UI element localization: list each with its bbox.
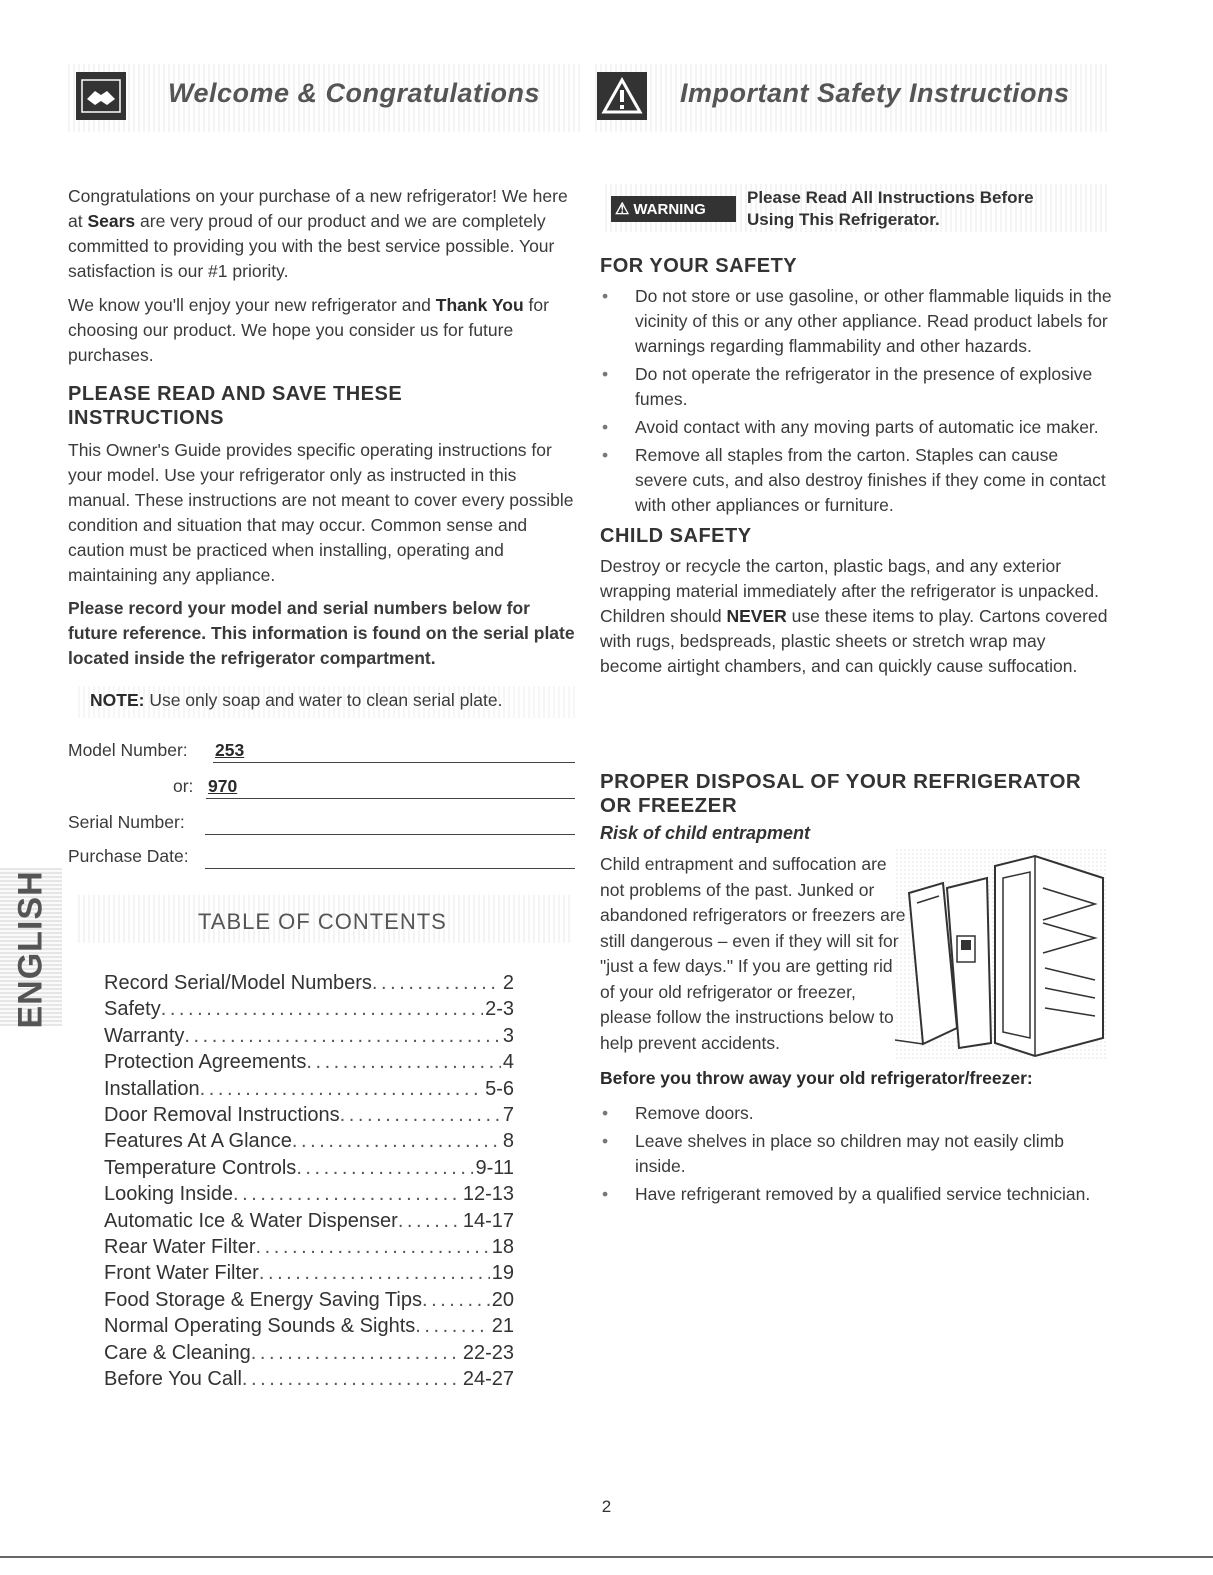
toc-item: [104, 1076, 514, 1102]
toc-item-label: Looking Inside: [104, 1183, 233, 1206]
intro-paragraph: Congratulations on your purchase of a new refrigerator! We here at Sears are very proud of our product and we are completely committed to providing you with the best service possible. Your satisfaction is our #1 priority.: [68, 186, 568, 281]
toc-item-label: Installation: [104, 1077, 200, 1100]
toc-item-label: Food Storage & Energy Saving Tips: [104, 1288, 422, 1311]
language-tab-label: ENGLISH: [11, 870, 50, 1029]
model-number-label: Model Number:: [68, 740, 188, 760]
toc-item-label: Door Removal Instructions: [104, 1104, 340, 1127]
before-throw-heading: Before you throw away your old refrigerator/freezer:: [600, 1068, 1033, 1088]
entrapment-body: Child entrapment and suffocation are not problems of the past. Junked or abandoned refrigerators or freezers are still dangerous – even if they will sit for "just a few days." If you are getting rid of your old refrigerator or freezer, please follow the instructions below to help prevent accidents.: [600, 854, 906, 1053]
welcome-title: Welcome & Congratulations: [168, 78, 541, 108]
list-item: • Remove all staples from the carton. Staples can cause severe cuts, and also destroy finishes if they come in contact with other appliances or furniture.: [600, 443, 1112, 518]
warning-triangle-icon: ⚠: [615, 201, 630, 218]
brand-name: Sears: [87, 211, 136, 231]
warning-badge: ⚠ WARNING: [611, 196, 736, 222]
toc-item-page: 18: [491, 1236, 514, 1259]
toc-item-label: Warranty: [104, 1024, 185, 1047]
toc-item: [104, 1023, 514, 1049]
disposal-heading: PROPER DISPOSAL OF YOUR REFRIGERATOR OR FREEZER: [600, 770, 1082, 817]
toc-leader-dots: [251, 1340, 461, 1366]
your-safety-heading: FOR YOUR SAFETY: [600, 255, 798, 277]
list-item: • Do not store or use gasoline, or other flammable liquids in the vicinity of this or any other appliance. Read product labels for warnings regarding flammability and other hazards.: [600, 284, 1112, 359]
toc-leader-dots: [372, 970, 501, 996]
toc-leader-dots: [256, 1234, 490, 1260]
toc-leader-dots: [259, 1260, 490, 1286]
toc-item-page: 7: [502, 1104, 514, 1127]
child-safety-heading: CHILD SAFETY: [600, 525, 752, 547]
toc-item: [104, 1340, 514, 1366]
toc-item-page: 2: [502, 972, 514, 994]
welcome-banner: [68, 64, 583, 132]
save-instructions-body: This Owner's Guide provides specific operating instructions for your model. Use your refrigerator only as instructed in this manual. These instructions are not meant to cover every possible condition and situation that may occur. Common sense and caution must be practiced when installing, operating and maintaining any appliance.: [68, 440, 574, 585]
toc-item-label: Protection Agreements: [104, 1051, 307, 1074]
toc-item-page: 22-23: [462, 1341, 514, 1364]
or-row: [173, 776, 193, 802]
toc-item-page: 3: [502, 1024, 514, 1047]
toc-item-page: 4: [502, 1051, 514, 1074]
toc-item: [104, 996, 514, 1022]
toc-item-page: 24-27: [462, 1368, 514, 1391]
serial-number-row: [68, 812, 185, 838]
toc-title: TABLE OF CONTENTS: [198, 909, 447, 934]
toc-item-label: Temperature Controls: [104, 1156, 297, 1179]
toc-leader-dots: [296, 1155, 473, 1181]
toc-leader-dots: [200, 1076, 483, 1102]
alt-model-number-field[interactable]: 970: [206, 776, 575, 799]
purchase-date-label: Purchase Date:: [68, 846, 189, 866]
toc-leader-dots: [306, 1049, 501, 1075]
purchase-date-row: [68, 846, 189, 872]
toc-item-page: 21: [491, 1315, 514, 1338]
note-label: NOTE:: [90, 690, 145, 710]
toc-leader-dots: [242, 1366, 461, 1392]
toc-leader-dots: [398, 1208, 461, 1234]
serial-number-label: Serial Number:: [68, 812, 185, 832]
entrapment-subheading: Risk of child entrapment: [600, 823, 811, 843]
toc-item: [104, 1313, 514, 1339]
purchase-date-field[interactable]: [205, 846, 575, 869]
handshake-icon: [76, 72, 126, 120]
toc-item-page: 8: [502, 1130, 514, 1153]
toc-item: [104, 1260, 514, 1286]
list-item: • Do not operate the refrigerator in the presence of explosive fumes.: [600, 362, 1112, 412]
toc-item-label: Normal Operating Sounds & Sights: [104, 1315, 416, 1338]
model-number-row: [68, 740, 188, 766]
list-item: • Have refrigerant removed by a qualified service technician.: [600, 1182, 1112, 1207]
toc-item-label: Features At A Glance: [104, 1130, 292, 1153]
safety-banner: [595, 64, 1110, 132]
toc-item-label: Front Water Filter: [104, 1262, 259, 1285]
save-instructions-heading: PLEASE READ AND SAVE THESE INSTRUCTIONS: [68, 383, 403, 429]
toc-item-label: Rear Water Filter: [104, 1236, 256, 1259]
toc-leader-dots: [161, 996, 483, 1022]
model-number-field[interactable]: 253: [213, 740, 575, 763]
warning-line-2: Using This Refrigerator.: [747, 210, 940, 229]
toc-item-label: Record Serial/Model Numbers: [104, 972, 372, 994]
toc-item: [104, 1366, 514, 1392]
list-item: • Remove doors.: [600, 1101, 1112, 1126]
safety-section: [600, 254, 1112, 679]
toc-item-page: 14-17: [462, 1209, 514, 1232]
toc-item: [104, 1287, 514, 1313]
open-refrigerator-illustration: [895, 848, 1107, 1060]
toc-leader-dots: [184, 1023, 500, 1049]
safety-title: Important Safety Instructions: [680, 78, 1070, 108]
toc-leader-dots: [415, 1313, 489, 1339]
toc-item-page: 12-13: [462, 1183, 514, 1206]
bottom-rule: [0, 1556, 1213, 1558]
toc-item: [104, 1102, 514, 1128]
toc-item-page: 2-3: [485, 998, 514, 1021]
serial-number-field[interactable]: [205, 812, 575, 835]
toc-banner: [78, 895, 573, 943]
toc-list: [104, 970, 514, 1393]
list-item: • Avoid contact with any moving parts of automatic ice maker.: [600, 415, 1112, 440]
thanks-paragraph: We know you'll enjoy your new refrigerator and Thank You for choosing our product. We hope you consider us for future purchases.: [68, 295, 549, 365]
toc-item: [104, 970, 514, 996]
toc-item: [104, 1208, 514, 1234]
language-side-tab: [0, 868, 62, 1029]
toc-item-page: 5-6: [485, 1077, 514, 1100]
toc-leader-dots: [292, 1128, 501, 1154]
your-safety-list: [600, 284, 1112, 518]
toc-leader-dots: [422, 1287, 490, 1313]
warning-triangle-icon: [597, 72, 647, 120]
toc-item-page: 20: [491, 1288, 514, 1311]
welcome-section: [68, 184, 580, 671]
toc-item-label: Before You Call: [104, 1368, 242, 1391]
warning-line-1: Please Read All Instructions Before: [747, 188, 1034, 207]
record-numbers-note: Please record your model and serial numbers below for future reference. This information is found on the serial plate located inside the refrigerator compartment.: [68, 598, 575, 668]
toc-item-page: 9-11: [475, 1156, 514, 1179]
toc-item: [104, 1181, 514, 1207]
page-number: 2: [601, 1497, 612, 1516]
toc-leader-dots: [233, 1181, 461, 1207]
toc-item-label: Safety: [104, 998, 161, 1021]
toc-item: [104, 1234, 514, 1260]
toc-leader-dots: [340, 1102, 501, 1128]
list-item: • Leave shelves in place so children may not easily climb inside.: [600, 1129, 1112, 1179]
serial-plate-note: [78, 686, 578, 718]
toc-item: [104, 1128, 514, 1154]
toc-item-label: Care & Cleaning: [104, 1341, 251, 1364]
toc-item-page: 19: [491, 1262, 514, 1285]
toc-item-label: Automatic Ice & Water Dispenser: [104, 1209, 398, 1232]
or-label: or:: [173, 776, 194, 796]
toc-item: [104, 1155, 514, 1181]
note-text: Use only soap and water to clean serial plate.: [144, 690, 503, 710]
warning-callout: [605, 184, 1110, 232]
child-safety-body: Destroy or recycle the carton, plastic bags, and any exterior wrapping material immediately after the refrigerator is unpacked. Children should NEVER use these items to play. Cartons covered with rugs, bedspreads, plastic sheets or stretch wrap may become airtight chambers, and can quickly cause suffocation.: [600, 556, 1108, 676]
toc-item: [104, 1049, 514, 1075]
disposal-list: [600, 1101, 1112, 1207]
